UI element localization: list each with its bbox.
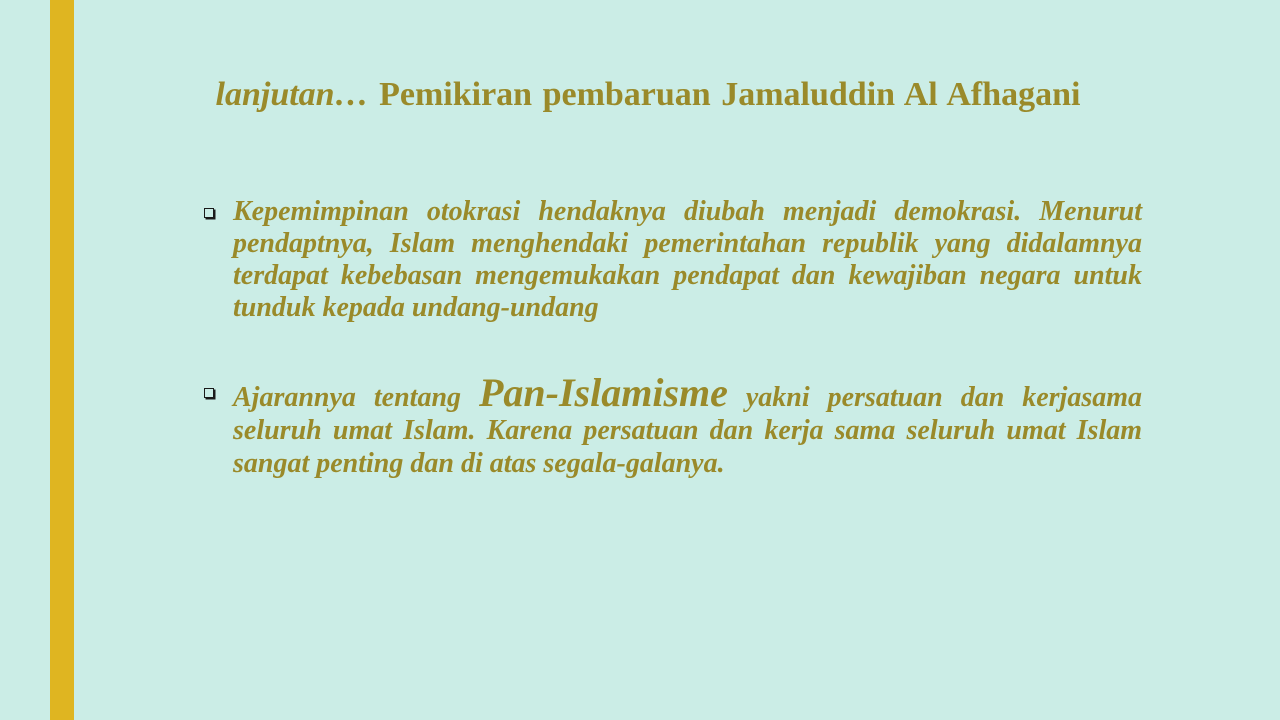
square-bullet-icon [204, 208, 214, 218]
bullet-emphasis: Pan-Islamisme [478, 370, 728, 415]
title-main: Pemikiran pembaruan Jamaluddin Al Afhagani [379, 76, 1081, 113]
bullet-list [202, 196, 1142, 480]
slide-title [0, 76, 1280, 114]
bullet-item [202, 370, 1143, 480]
title-prefix: lanjutan… [215, 76, 369, 113]
square-bullet-icon [204, 388, 214, 398]
bullet-text-before: Ajarannya tentang [233, 382, 462, 413]
bullet-item [202, 196, 1142, 324]
bullet-text: Kepemimpinan otokrasi hendaknya diubah menjadi demokrasi. Menurut pendaptnya, Islam menghendaki pemerintahan republik yang didalamnya terdapat kebebasan mengemukakan pendapat dan kewajiban negara untuk tunduk kepada undang-undang [233, 196, 1142, 323]
bullet-text-after: yakni persatuan dan kerjasama seluruh umat Islam. Karena persatuan dan kerja sama seluruh umat Islam sangat penting dan di atas segala-galanya. [233, 382, 1143, 479]
